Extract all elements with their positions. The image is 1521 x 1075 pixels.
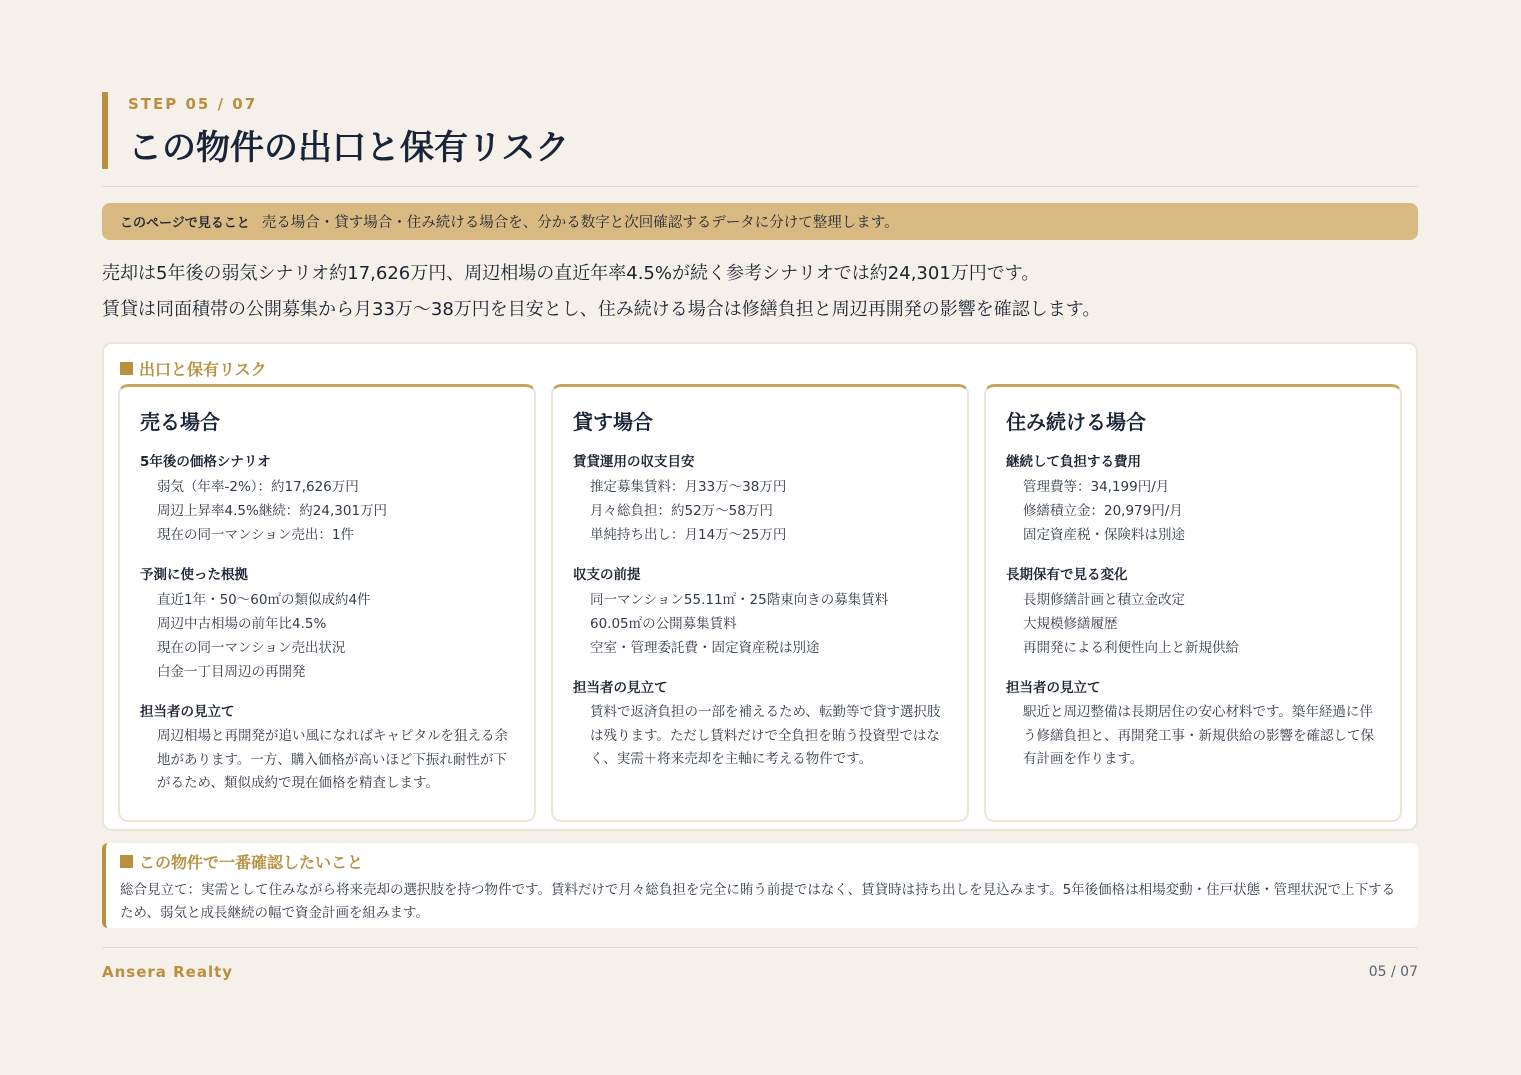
page-number: 05 / 07 xyxy=(1368,964,1418,980)
square-bullet-icon xyxy=(120,362,133,375)
panel-title-text: 出口と保有リスク xyxy=(139,360,267,379)
page-title: この物件の出口と保有リスク xyxy=(128,128,570,168)
section-heading: 長期保有で見る変化 xyxy=(1006,567,1128,583)
list-item: 単純持ち出し：月14万〜25万円 xyxy=(590,527,787,543)
list-item: 大規模修繕履歴 xyxy=(1023,616,1118,632)
section-heading: 5年後の価格シナリオ xyxy=(140,454,271,470)
section-heading: 収支の前提 xyxy=(573,567,641,583)
list-item: 周辺上昇率4.5%継続：約24,301万円 xyxy=(157,503,388,519)
list-item: 白金一丁目周辺の再開発 xyxy=(157,664,306,680)
list-item: 現在の同一マンション売出：1件 xyxy=(157,527,354,543)
section-heading: 賃貸運用の収支目安 xyxy=(573,454,695,470)
list-item: 固定資産税・保険料は別途 xyxy=(1023,527,1185,543)
section-heading: 継続して負担する費用 xyxy=(1006,454,1141,470)
note-heading: 担当者の見立て xyxy=(573,680,668,696)
page xyxy=(102,0,1418,1075)
agent-note: 周辺相場と再開発が追い風になればキャピタルを狙える余地があります。一方、購入価格が高いほど下振れ耐性が下がるため、類似成約で現在価格を精査します。 xyxy=(157,728,508,791)
card-title: 売る場合 xyxy=(140,410,220,434)
key-check-title xyxy=(120,850,1404,873)
footer-brand: Ansera Realty xyxy=(102,963,234,981)
list-item: 長期修繕計画と積立金改定 xyxy=(1023,592,1185,608)
list-item: 推定募集賃料：月33万〜38万円 xyxy=(590,479,787,495)
key-check-text: 総合見立て：実需として住みながら将来売却の選択肢を持つ物件です。賃料だけで月々総負担を完全に賄う前提ではなく、賃貸時は持ち出しを見込みます。5年後価格は相場変動・住戸状態・管理状況で上下するため、弱気と成長継続の幅で資金計画を組みます。 xyxy=(120,882,1396,921)
lead-line-rent: 賃貸は同面積帯の公開募集から月33万〜38万円を目安とし、住み続ける場合は修繕負担と周辺再開発の影響を確認します。 xyxy=(102,299,1101,320)
agent-note: 駅近と周辺整備は長期居住の安心材料です。築年経過に伴う修繕負担と、再開発工事・新規供給の影響を確認して保有計画を作ります。 xyxy=(1023,704,1374,767)
list-item: 現在の同一マンション売出状況 xyxy=(157,640,346,656)
list-item: 同一マンション55.11㎡・25階東向きの募集賃料 xyxy=(590,592,889,608)
purpose-label: このページで見ること xyxy=(120,216,250,231)
note-heading: 担当者の見立て xyxy=(140,704,235,720)
list-item: 弱気（年率-2%）：約17,626万円 xyxy=(157,479,359,495)
footer-divider xyxy=(102,947,1418,948)
list-item: 再開発による利便性向上と新規供給 xyxy=(1023,640,1239,656)
lead-summary xyxy=(102,256,1418,328)
section-items xyxy=(140,475,514,547)
header-accent-bar xyxy=(102,92,108,169)
exit-risk-panel xyxy=(102,342,1418,831)
card-sell xyxy=(118,384,536,822)
list-item: 修繕積立金：20,979円/月 xyxy=(1023,503,1183,519)
card-title: 貸す場合 xyxy=(573,410,653,434)
step-indicator: STEP 05 / 07 xyxy=(128,95,258,113)
panel-title xyxy=(120,357,267,380)
list-item: 空室・管理委託費・固定資産税は別途 xyxy=(590,640,820,656)
list-item: 周辺中古相場の前年比4.5% xyxy=(157,616,327,632)
list-item: 管理費等：34,199円/月 xyxy=(1023,479,1170,495)
section-items xyxy=(140,588,514,684)
section-items xyxy=(1006,588,1380,660)
card-stay xyxy=(984,384,1402,822)
lead-line-sell: 売却は5年後の弱気シナリオ約17,626万円、周辺相場の直近年率4.5%が続く参考シナリオでは約24,301万円です。 xyxy=(102,263,1040,284)
section-items xyxy=(573,475,947,547)
section-heading: 予測に使った根拠 xyxy=(140,567,248,583)
list-item: 直近1年・50〜60㎡の類似成約4件 xyxy=(157,592,371,608)
header-divider xyxy=(102,186,1418,187)
section-items xyxy=(573,588,947,660)
card-rent xyxy=(551,384,969,822)
page-header xyxy=(102,92,1418,170)
card-title: 住み続ける場合 xyxy=(1006,410,1146,434)
purpose-text: 売る場合・貸す場合・住み続ける場合を、分かる数字と次回確認するデータに分けて整理します。 xyxy=(261,215,899,231)
key-check-box xyxy=(102,843,1418,928)
key-check-title-text: この物件で一番確認したいこと xyxy=(139,853,364,872)
list-item: 60.05㎡の公開募集賃料 xyxy=(590,616,737,632)
square-bullet-icon xyxy=(120,855,133,868)
purpose-banner xyxy=(102,203,1418,240)
section-items xyxy=(1006,475,1380,547)
note-heading: 担当者の見立て xyxy=(1006,680,1101,696)
agent-note: 賃料で返済負担の一部を補えるため、転勤等で貸す選択肢は残ります。ただし賃料だけで全負担を賄う投資型ではなく、実需＋将来売却を主軸に考える物件です。 xyxy=(590,704,941,767)
list-item: 月々総負担：約52万〜58万円 xyxy=(590,503,773,519)
